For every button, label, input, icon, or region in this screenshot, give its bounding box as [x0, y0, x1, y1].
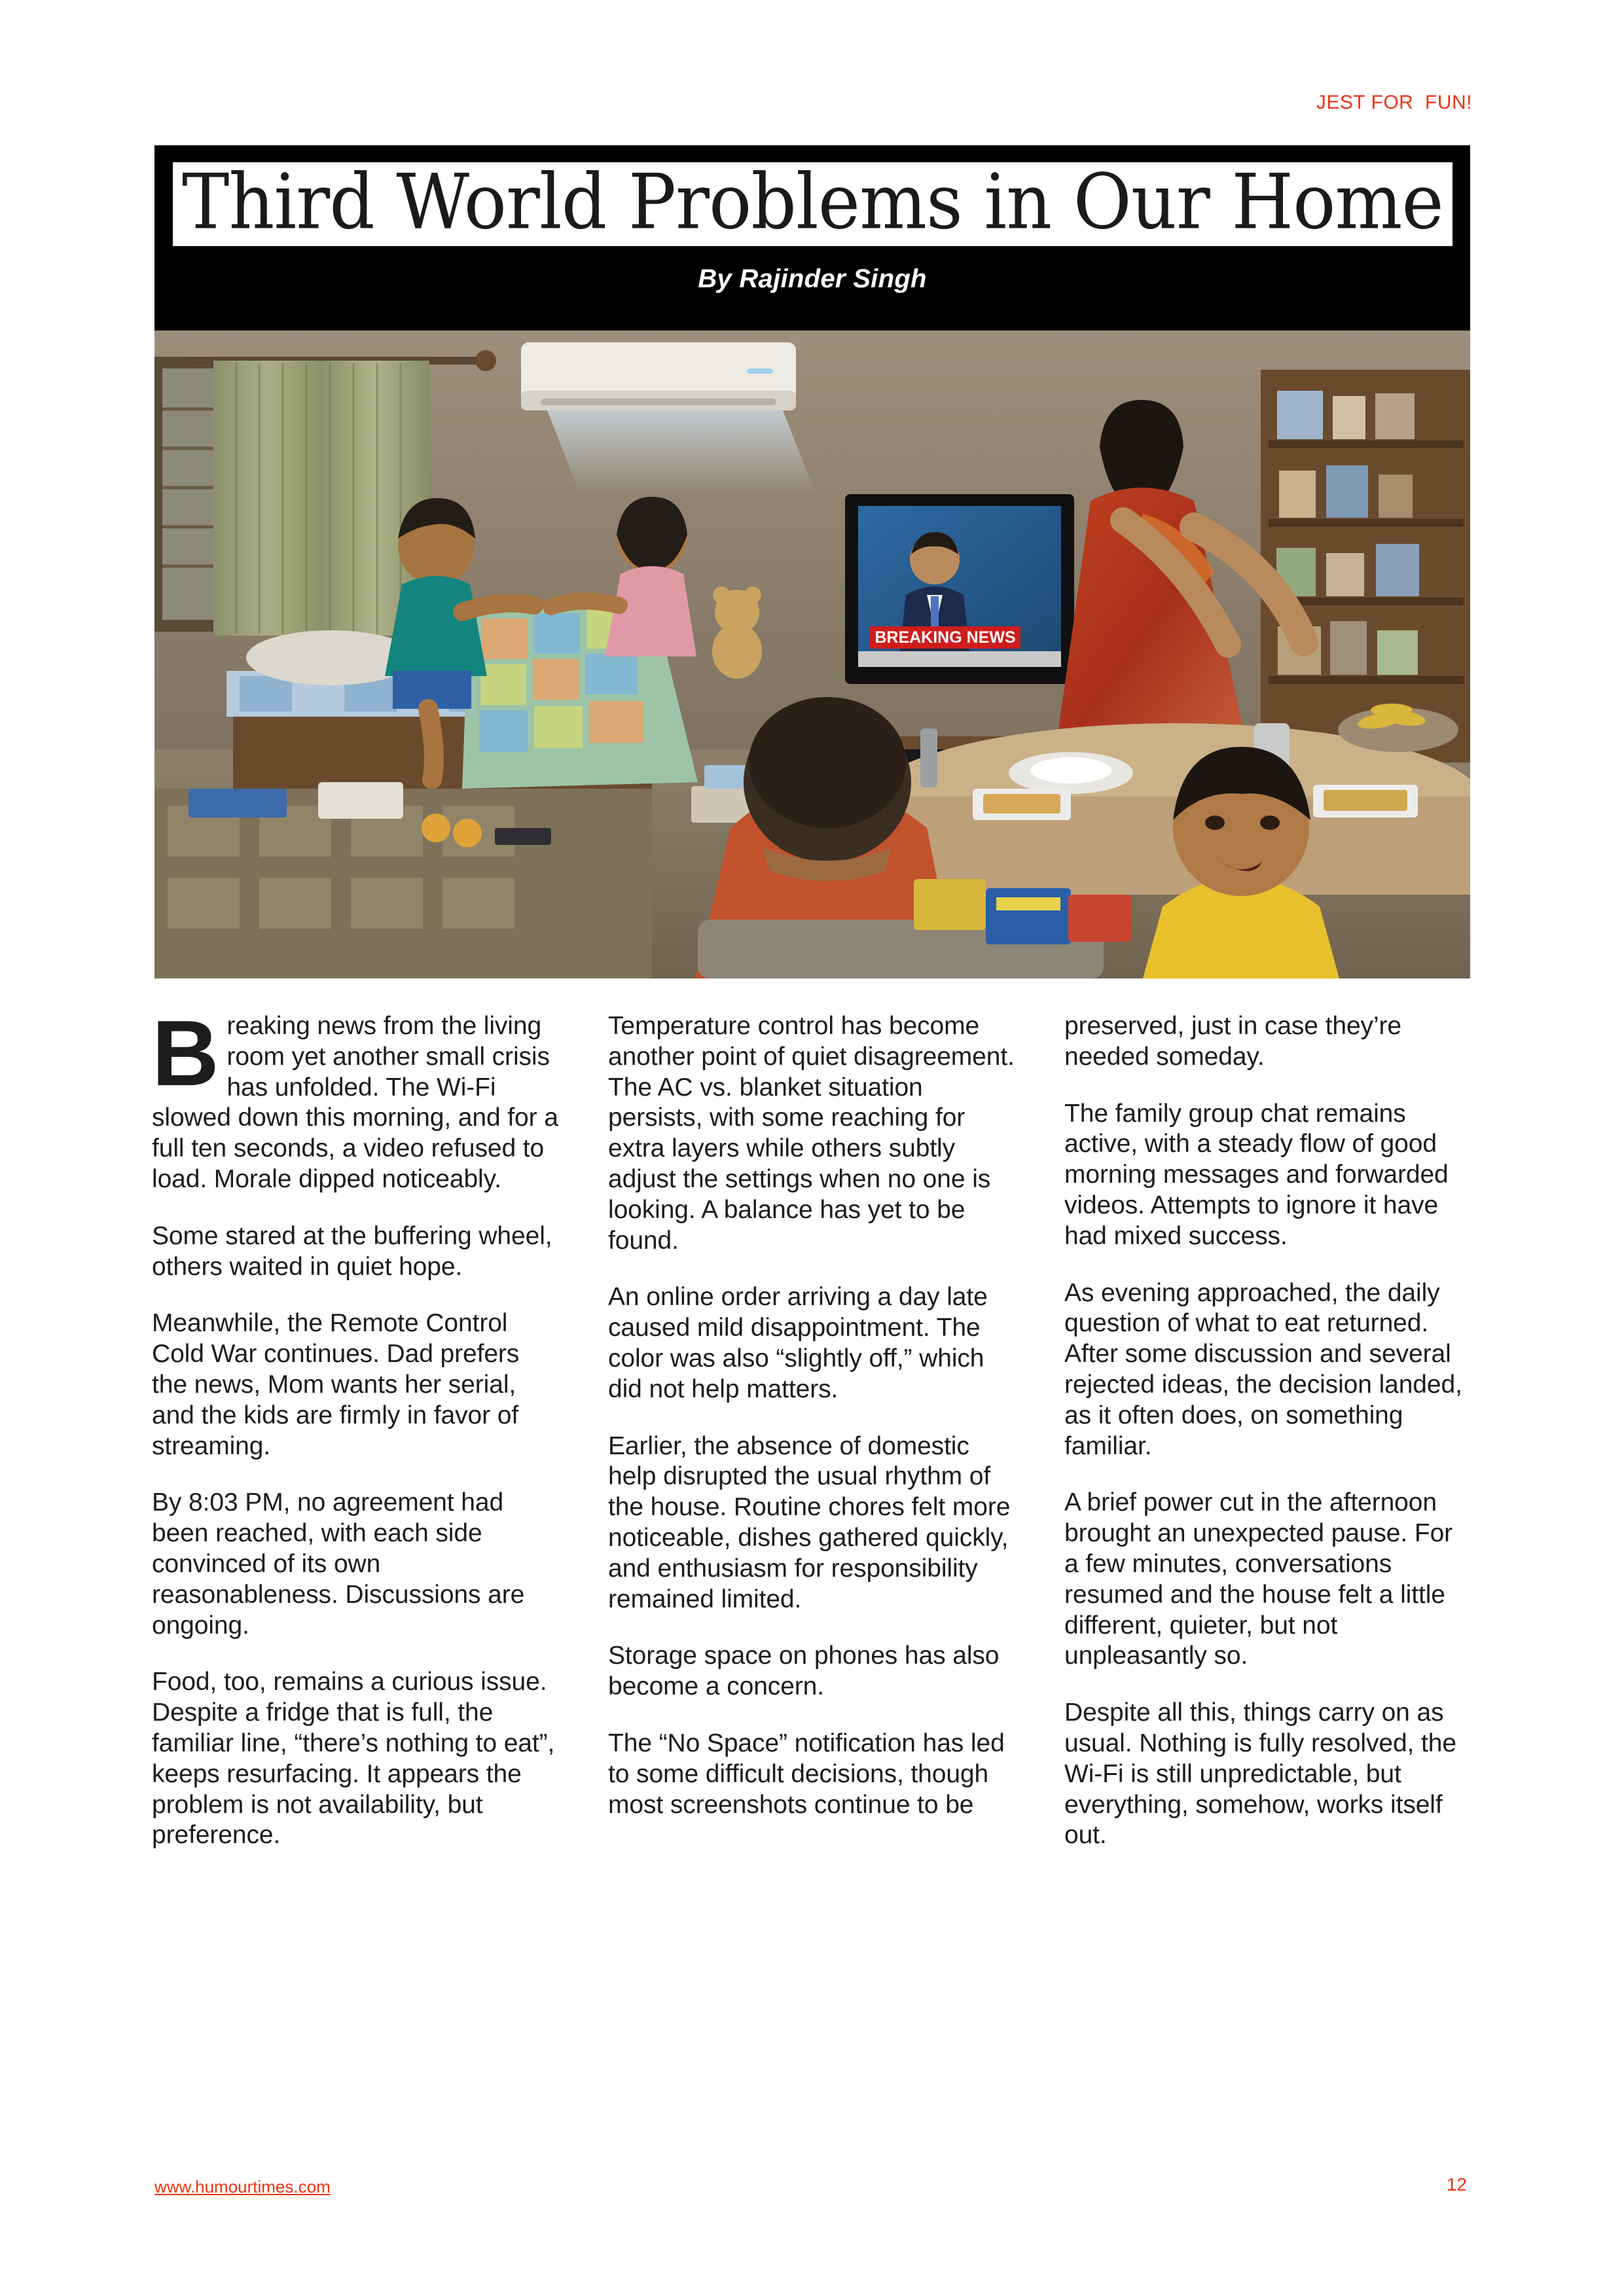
kicker-jest-for-fun: JEST FOR FUN!: [1316, 92, 1472, 113]
paragraph: Earlier, the absence of domestic help disrupted the usual rhythm of the house. Routine chores felt more noticeable, dishes gathered quickly, and enthusiasm for responsibility remained limited.: [608, 1431, 1011, 1613]
paragraph: preserved, just in case they’re needed someday.: [1064, 1012, 1401, 1071]
article-column-3: [1064, 1011, 1473, 2085]
paragraph: By 8:03 PM, no agreement had been reached, with each side convinced of its own reasonableness. Discussions are ongoing.: [152, 1488, 525, 1640]
paragraph: Food, too, remains a curious issue. Despite a fridge that is full, the familiar line, “there’s nothing to eat”, keeps resurfacing. It appears the problem is not availability, but preference.: [152, 1668, 555, 1850]
drop-cap: B: [152, 1001, 219, 1105]
paragraph: [152, 1001, 561, 1195]
paragraph: Despite all this, things carry on as usual. Nothing is fully resolved, the Wi-Fi is still unpredictable, but everything, somehow, works itself out.: [1064, 1698, 1456, 1850]
paragraph: Some stared at the buffering wheel, others waited in quiet hope.: [152, 1221, 552, 1281]
article-body: [152, 1001, 1474, 2085]
paragraph: As evening approached, the daily question of what to eat returned. After some discussion and several rejected ideas, the decision landed, as it often does, on something familiar.: [1064, 1278, 1462, 1460]
paragraph: Storage space on phones has also become a concern.: [608, 1641, 1000, 1701]
article-column-2: [608, 1011, 1017, 2085]
article-photo: [154, 331, 1470, 978]
byline-author: By Rajinder Singh: [698, 264, 927, 293]
page-title: Third World Problems in Our Home: [182, 162, 1443, 246]
paragraph: Temperature control has become another point of quiet disagreement. The AC vs. blanket situation persists, with some reaching for extra layers while others subtly adjust the settings when no one is looking. A balance has yet to be found.: [608, 1012, 1015, 1255]
paragraph-text: reaking news from the living room yet another small crisis has unfolded. The Wi-Fi slowed down this morning, and for a full ten seconds, a video refused to load. Morale dipped noticeably.: [152, 1012, 558, 1193]
footer-website-link[interactable]: www.humourtimes.com: [154, 2177, 331, 2197]
article-column-1: [152, 1001, 561, 2085]
footer-page-number: 12: [1446, 2174, 1467, 2195]
paragraph: An online order arriving a day late caused mild disappointment. The color was also “slightly off,” which did not help matters.: [608, 1283, 988, 1403]
masthead-block: [154, 145, 1470, 331]
paragraph: Meanwhile, the Remote Control Cold War continues. Dad prefers the news, Mom wants her serial, and the kids are firmly in favor of streaming.: [152, 1309, 520, 1460]
paragraph: A brief power cut in the afternoon brought an unexpected pause. For a few minutes, conversations resumed and the house felt a little different, quieter, but not unpleasantly so.: [1064, 1488, 1453, 1670]
paragraph: The family group chat remains active, with a steady flow of good morning messages and forwarded videos. Attempts to ignore it have had mixed success.: [1064, 1099, 1449, 1250]
svg-text:BREAKING NEWS: BREAKING NEWS: [875, 628, 1016, 647]
title-band: [173, 162, 1453, 246]
photo-illustration: [154, 331, 1470, 978]
teddy-bear-illustration: [712, 586, 762, 679]
bookshelf-illustration: [1261, 370, 1470, 762]
paragraph: The “No Space” notification has led to some difficult decisions, though most screenshots continue to be: [608, 1729, 1005, 1819]
